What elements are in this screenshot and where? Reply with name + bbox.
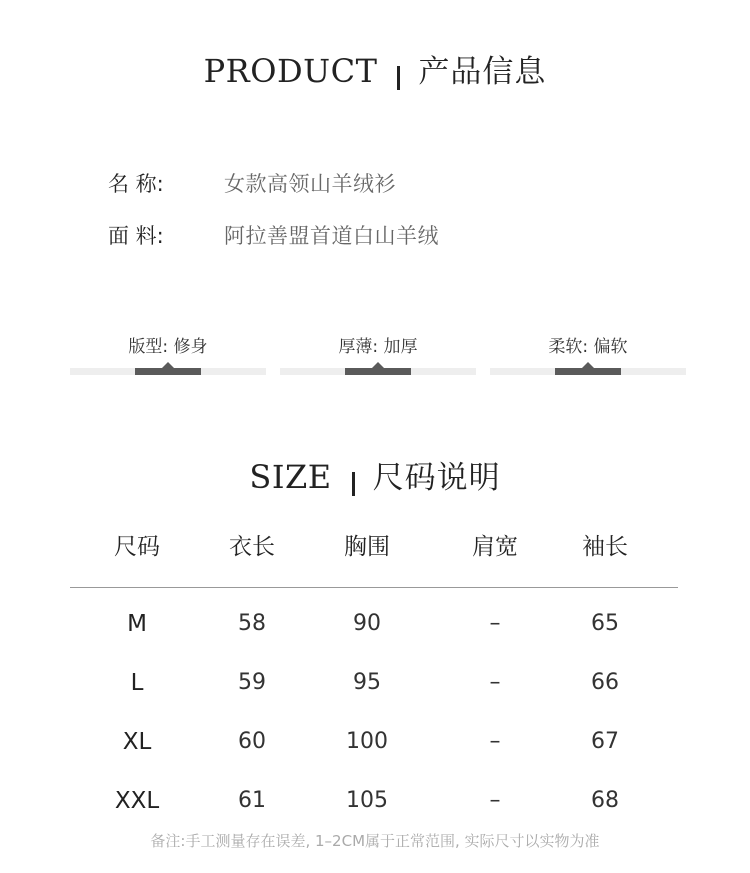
attribute-scale-indicator (345, 368, 411, 375)
attribute-scale-indicator (555, 368, 621, 375)
product-section-title (0, 46, 750, 91)
indicator-notch (372, 362, 384, 368)
length-cell: 58 (238, 611, 266, 636)
sleeve-cell: 68 (591, 788, 619, 813)
attribute-fit (70, 332, 266, 375)
shoulder-cell: – (489, 670, 501, 695)
product-title-en: PRODUCT (203, 52, 378, 90)
table-divider (70, 587, 678, 588)
info-row-name (108, 168, 396, 198)
column-header: 尺码 (114, 534, 160, 560)
size-title-cn: 尺码说明 (372, 460, 501, 496)
size-section-title (0, 452, 750, 497)
size-cell: M (127, 611, 147, 637)
product-title-cn: 产品信息 (418, 54, 547, 90)
info-value: 阿拉善盟首道白山羊绒 (224, 224, 439, 248)
chest-cell: 90 (353, 611, 381, 636)
chest-cell: 95 (353, 670, 381, 695)
size-table-header (0, 524, 750, 572)
length-cell: 59 (238, 670, 266, 695)
shoulder-cell: – (489, 788, 501, 813)
info-value: 女款高领山羊绒衫 (224, 172, 396, 196)
size-cell: XXL (114, 788, 160, 814)
title-separator (397, 66, 400, 90)
table-row (0, 611, 750, 670)
size-cell: XL (122, 729, 152, 755)
attribute-thickness (280, 332, 476, 375)
length-cell: 60 (238, 729, 266, 754)
shoulder-cell: – (489, 611, 501, 636)
info-label: 名 称: (108, 172, 164, 196)
length-cell: 61 (238, 788, 266, 813)
measurement-note: 备注:手工测量存在误差, 1–2CM属于正常范围, 实际尺寸以实物为准 (150, 832, 600, 850)
sleeve-cell: 65 (591, 611, 619, 636)
table-row (0, 670, 750, 729)
indicator-notch (162, 362, 174, 368)
shoulder-cell: – (489, 729, 501, 754)
indicator-notch (582, 362, 594, 368)
column-header: 衣长 (229, 534, 275, 560)
table-header-row (0, 524, 750, 572)
size-title-en: SIZE (249, 458, 332, 496)
title-separator (352, 472, 355, 496)
info-row-material (108, 220, 439, 250)
attribute-label: 版型: 修身 (128, 337, 208, 357)
sleeve-cell: 67 (591, 729, 619, 754)
attribute-label: 厚薄: 加厚 (338, 337, 418, 357)
column-header: 袖长 (582, 534, 628, 560)
attribute-softness (490, 332, 686, 375)
size-table-body (0, 611, 750, 847)
attribute-scale-track (70, 368, 266, 375)
column-header: 胸围 (344, 534, 390, 560)
attribute-scale-track (280, 368, 476, 375)
sleeve-cell: 66 (591, 670, 619, 695)
info-label: 面 料: (108, 224, 164, 248)
chest-cell: 100 (346, 729, 388, 754)
attribute-scale-indicator (135, 368, 201, 375)
attribute-scale-track (490, 368, 686, 375)
chest-cell: 105 (346, 788, 388, 813)
size-cell: L (130, 670, 144, 696)
column-header: 肩宽 (472, 534, 518, 560)
table-row (0, 729, 750, 788)
attribute-label: 柔软: 偏软 (548, 337, 628, 357)
